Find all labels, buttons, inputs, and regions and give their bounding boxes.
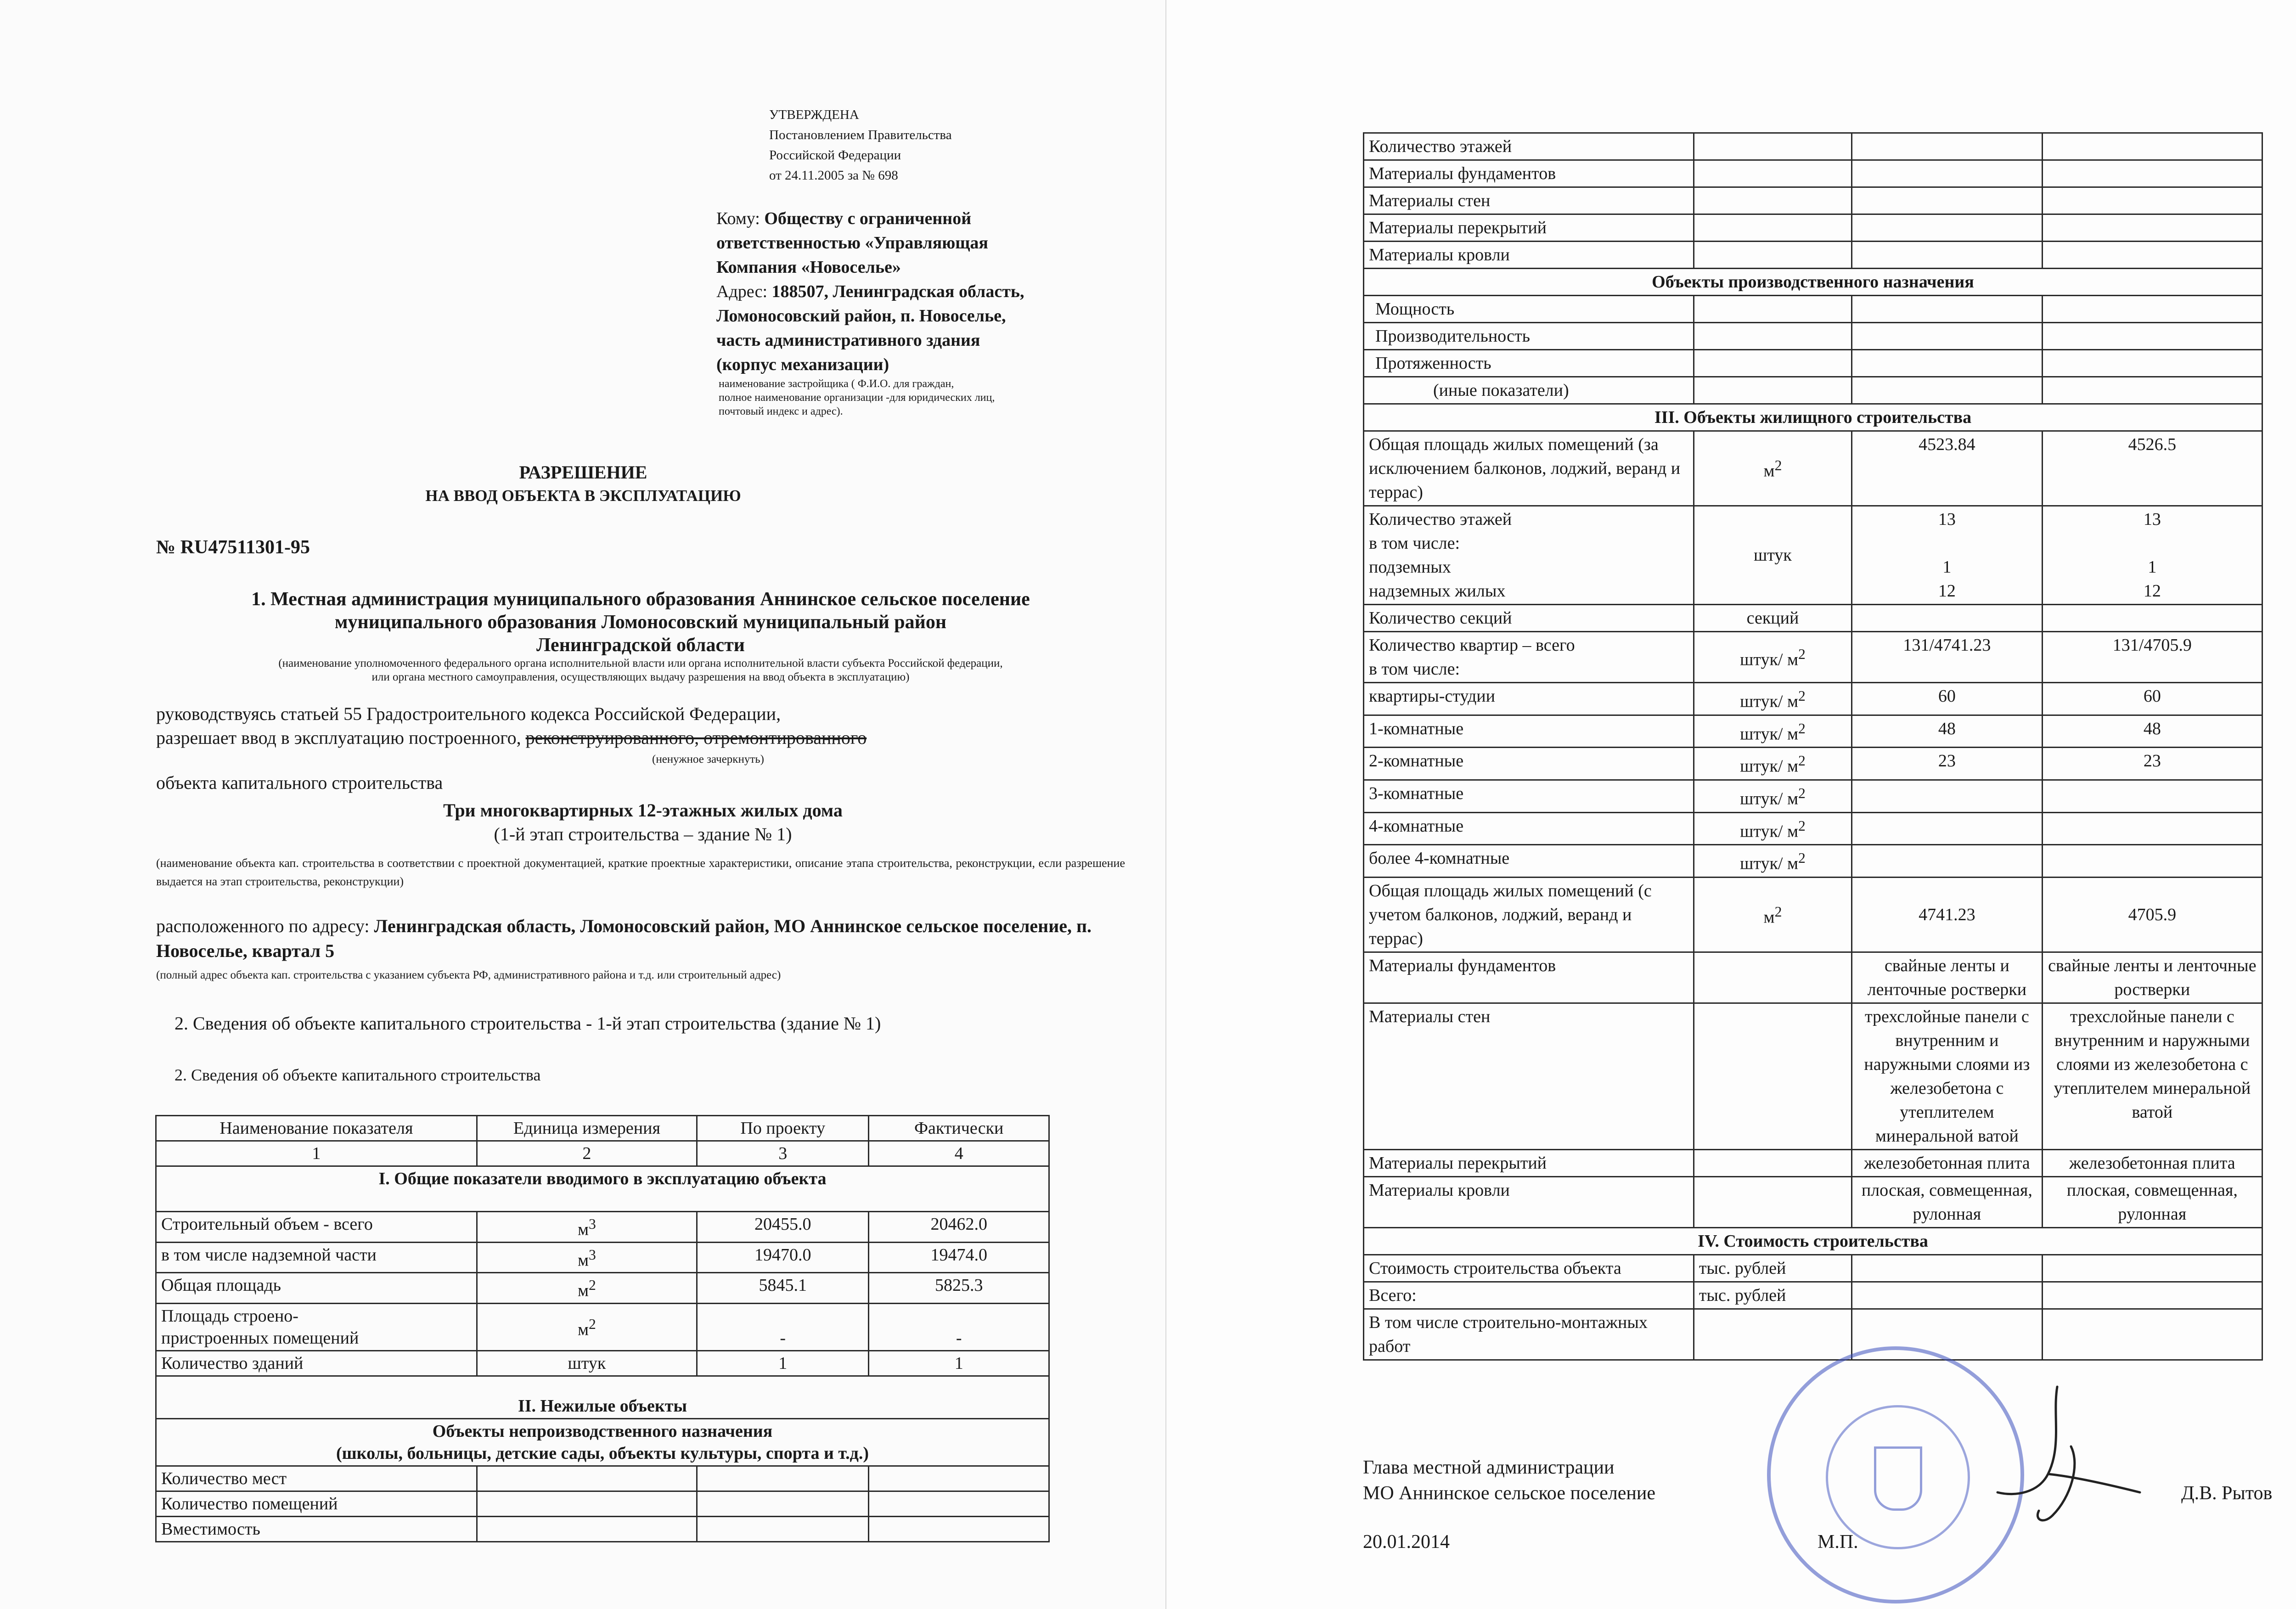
table-cell: 19470.0 [697,1242,869,1273]
table-row [1364,431,2262,506]
table-cell: Материалы стен [1364,1003,1694,1149]
table-row [1364,506,2262,605]
section-2-heading: 2. Сведения об объекте капитального строительства - 1-й этап строительства (здание № 1) [174,1013,881,1034]
table-cell [1364,632,1694,683]
table-cell: Материалы перекрытий [1364,214,1694,242]
unit-cell [477,1273,697,1304]
signer-line: МО Аннинское сельское поселение [1363,1483,1655,1504]
cell-line: Количество этажей [1369,510,1512,529]
unit-cell [1694,632,1851,683]
unit-text: м [577,1220,589,1239]
recipient-note: полное наименование организации -для юридических лиц, [719,392,995,404]
section-header: III. Объекты жилищного строительства [1364,404,2262,431]
table-cell: В том числе строительно-монтажных работ [1364,1309,1694,1360]
table-row [156,1242,1049,1273]
unit-cell [477,1303,697,1350]
section-subheader: Объекты непроизводственного назначения [432,1421,773,1441]
table-cell [1852,133,2043,160]
unit-cell [477,1212,697,1243]
table-cell [2042,323,2262,350]
table-row [156,1516,1049,1541]
table-cell [2042,845,2262,878]
signing-date: 20.01.2014 [1363,1531,1450,1553]
table-cell [869,1491,1049,1516]
unit-text: м [1763,907,1775,927]
recipient-address: Ломоносовский район, п. Новоселье, [716,306,1006,326]
table-cell [1694,1149,1851,1176]
table-cell: 48 [2042,715,2262,748]
table-row [1364,715,2262,748]
table-cell: 4523.84 [1852,431,2043,506]
table-cell: Строительный объем - всего [156,1212,477,1243]
table-cell: более 4-комнатные [1364,845,1694,878]
table-cell [1852,506,2043,605]
recipient-note: почтовый индекс и адрес). [719,405,843,417]
table-cell [2042,133,2262,160]
table-section-row [1364,404,2262,431]
table-row [1364,952,2262,1003]
unit-exponent: 3 [589,1216,596,1232]
unit-exponent: 2 [1798,753,1806,769]
authority-note: или органа местного самоуправления, осуществляющих выдачу разрешения на ввод объекта в эксплуатацию) [371,671,910,683]
recipient-address: (корпус механизации) [716,355,889,374]
cell-spacer [1857,531,2037,555]
table-cell: Материалы фундаментов [1364,952,1694,1003]
table-cell [1694,350,1851,377]
table-cell: Протяженность [1364,350,1694,377]
section-subheader: (школы, больницы, детские сады, объекты культуры, спорта и т.д.) [336,1443,869,1463]
table-cell [2042,350,2262,377]
table-cell: Мощность [1364,296,1694,323]
table-row [1364,877,2262,952]
unit-exponent: 2 [1774,457,1782,474]
table-cell [477,1516,697,1541]
approval-line: УТВЕРЖДЕНА [769,107,859,122]
table-cell [2042,377,2262,404]
unit-cell [1694,877,1851,952]
unit-text: м [577,1320,589,1339]
table-row [156,1303,1049,1350]
unit-text: м [577,1250,589,1270]
table-cell [2042,242,2262,269]
table-row [1364,1003,2262,1149]
table-cell [477,1491,697,1516]
table-cell [1694,1309,1851,1360]
table-header-cell: Единица измерения [477,1116,697,1141]
table-cell: 20462.0 [869,1212,1049,1243]
table-cell: в том числе надземной части [156,1242,477,1273]
table-cell [1852,242,2043,269]
cell-line: пристроенных помещений [161,1328,359,1348]
table-cell [869,1516,1049,1541]
table-cell: 1 [869,1350,1049,1376]
unit-text: штук/ м [1740,756,1799,776]
object-note: (наименование объекта кап. строительства в соответствии с проектной документацией, краткие проектные характеристики, описание этапа строительства, реконструкции, если разрешение выдается на этап строительства, реконструкции) [156,856,1125,888]
official-seal [1767,1346,2024,1603]
approval-line: Российской Федерации [769,148,901,163]
table-cell: Стоимость строительства объекта [1364,1255,1694,1282]
table-section-row [156,1418,1049,1466]
table-cell: 131/4741.23 [1852,632,2043,683]
recipient-address: часть административного здания [716,331,980,350]
recipient-note: наименование застройщика ( Ф.И.О. для граждан, [719,378,954,390]
table-cell [697,1516,869,1541]
table-number-row [156,1141,1049,1166]
right-page [1166,0,2296,1609]
table-header-row [156,1116,1049,1141]
table-cell: Общая площадь жилых помещений (за исключением балконов, лоджий, веранд и террас) [1364,431,1694,506]
table-cell [1852,812,2043,845]
section-2-subheading: 2. Сведения об объекте капитального строительства [174,1066,541,1084]
cell-line: подземных [1369,557,1451,577]
unit-exponent: 2 [1798,720,1806,737]
table-cell: трехслойные панели с внутренним и наружными слоями из железобетона с утеплителем минеральной ватой [2042,1003,2262,1149]
table-cell: Количество секций [1364,605,1694,632]
approval-block [769,105,952,186]
authority-line: 1. Местная администрация муниципального образования Аннинское сельское поселение [251,589,1030,610]
table-cell [2042,1255,2262,1282]
characteristics-table-continued [1363,132,2263,1361]
cell-line: в том числе: [1369,659,1460,679]
unit-exponent: 2 [1798,817,1806,834]
table-cell [1852,377,2043,404]
table-cell: 19474.0 [869,1242,1049,1273]
cell-line: 12 [2143,581,2161,601]
unit-exponent: 2 [589,1316,596,1333]
table-cell [1852,296,2043,323]
table-cell: Материалы фундаментов [1364,160,1694,187]
table-cell [2042,506,2262,605]
table-cell [1694,952,1851,1003]
table-cell [1852,1255,2043,1282]
table-row [1364,748,2262,780]
table-cell: 48 [1852,715,2043,748]
unit-text: штук/ м [1740,650,1799,669]
table-cell: 2 [477,1141,697,1166]
table-row [1364,683,2262,715]
table-cell [2042,812,2262,845]
section-header: IV. Стоимость строительства [1364,1227,2262,1255]
table-row [1364,323,2262,350]
table-cell [1852,160,2043,187]
address-note: (полный адрес объекта кап. строительства с указанием субъекта РФ, административного района и т.д. или строительный адрес) [156,969,781,981]
table-row [1364,1255,2262,1282]
cell-line: Количество квартир – всего [1369,636,1575,655]
recipient-address: 188507, Ленинградская область, [771,282,1024,301]
table-row [156,1491,1049,1516]
unit-exponent: 2 [1798,850,1806,866]
authority-line: муниципального образования Ломоносовский муниципальный район [334,612,947,633]
unit-cell [477,1242,697,1273]
unit-cell [1694,748,1851,780]
table-cell [697,1466,869,1491]
table-cell [1694,1003,1851,1149]
table-cell [2042,1282,2262,1309]
table-cell: 4-комнатные [1364,812,1694,845]
table-cell [1694,242,1851,269]
unit-text: м [577,1281,589,1300]
table-cell [1364,506,1694,605]
table-cell [1694,187,1851,214]
cell-line: 1 [1942,557,1952,577]
table-section-row [1364,1227,2262,1255]
table-cell [2042,187,2262,214]
document-subtitle: НА ВВОД ОБЪЕКТА В ЭКСПЛУАТАЦИЮ [425,487,741,505]
table-cell: железобетонная плита [1852,1149,2043,1176]
authority-line: Ленинградской области [536,635,745,656]
table-cell [156,1303,477,1350]
permit-number: № RU47511301-95 [156,537,310,558]
signer-title [1363,1455,1655,1506]
cell-line: 13 [2143,510,2161,529]
unit-text: штук/ м [1740,821,1799,841]
table-header-cell: По проекту [697,1116,869,1141]
table-cell [2042,296,2262,323]
object-address [156,914,1125,963]
table-cell [1694,377,1851,404]
table-cell [1694,160,1851,187]
table-section-row [156,1166,1049,1212]
table-cell: Вместимость [156,1516,477,1541]
table-cell: 4705.9 [2042,877,2262,952]
table-row [1364,296,2262,323]
table-row [156,1350,1049,1376]
table-cell [1852,605,2043,632]
table-row [1364,350,2262,377]
table-cell: Общая площадь [156,1273,477,1304]
recipient-name: ответственностью «Управляющая [716,233,988,253]
table-cell: 1-комнатные [1364,715,1694,748]
table-cell: 4 [869,1141,1049,1166]
table-cell: квартиры-студии [1364,683,1694,715]
cell-line: 12 [1938,581,1956,601]
cell-line: Площадь строено- [161,1306,298,1326]
table-cell: 5825.3 [869,1273,1049,1304]
unit-exponent: 2 [1774,904,1782,920]
section-header: I. Общие показатели вводимого в эксплуатацию объекта [156,1166,1049,1212]
table-cell: Производительность [1364,323,1694,350]
unit-text: штук/ м [1740,692,1799,711]
authority-note: (наименование уполномоченного федерального органа исполнительной власти или органа исполнительной власти субъекта Российской федерации, [278,657,1003,669]
issuing-authority [156,588,1125,684]
table-cell: 60 [2042,683,2262,715]
cell-spacer [2048,531,2257,555]
permit-statement [156,726,1130,749]
table-row [1364,1282,2262,1309]
table-cell: железобетонная плита [2042,1149,2262,1176]
table-row [1364,1309,2262,1360]
table-cell: 4741.23 [1852,877,2043,952]
signature [1988,1378,2163,1552]
section-header: Объекты производственного назначения [1364,269,2262,296]
table-cell [1852,214,2043,242]
signer-line: Глава местной администрации [1363,1457,1615,1478]
table-cell [1852,323,2043,350]
table-cell [1694,1176,1851,1227]
document-title: РАЗРЕШЕНИЕ [519,462,647,483]
table-header-cell: Фактически [869,1116,1049,1141]
address-value: Ленинградская область, Ломоносовский район, МО Аннинское сельское поселение, п. Новоселье, квартал 5 [156,916,1092,961]
table-cell: (иные показатели) [1364,377,1694,404]
object-name: Три многоквартирных 12-этажных жилых дома [443,800,843,821]
table-row [1364,187,2262,214]
table-section-row [156,1376,1049,1418]
unit-cell [1694,812,1851,845]
unit-cell [1694,845,1851,878]
object-label: объекта капитального строительства [156,772,443,793]
table-cell: 60 [1852,683,2043,715]
table-cell: Количество помещений [156,1491,477,1516]
table-cell: Количество мест [156,1466,477,1491]
table-row [1364,133,2262,160]
table-cell: свайные ленты и ленточные ростверки [2042,952,2262,1003]
recipient-name: Обществу с ограниченной [764,209,972,228]
table-cell [1852,845,2043,878]
table-cell [1852,187,2043,214]
section-header: II. Нежилые объекты [156,1376,1049,1418]
seal-place: М.П. [1818,1531,1858,1553]
table-cell [2042,780,2262,812]
table-row [156,1273,1049,1304]
table-row [156,1466,1049,1491]
table-cell: 3 [697,1141,869,1166]
table-cell: 2-комнатные [1364,748,1694,780]
table-row [1364,632,2262,683]
table-row [1364,1176,2262,1227]
unit-exponent: 2 [589,1277,596,1294]
table-cell: 23 [1852,748,2043,780]
table-cell: трехслойные панели с внутренним и наружными слоями из железобетона с утеплителем минеральной ватой [1852,1003,2043,1149]
table-cell: 1 [156,1141,477,1166]
unit-exponent: 2 [1798,785,1806,801]
signer-name: Д.В. Рытов [2181,1483,2273,1504]
struck-text: реконструированного, отремонтированного [525,727,867,748]
table-row [1364,845,2262,878]
table-cell [477,1466,697,1491]
table-cell [2042,214,2262,242]
table-cell: 1 [697,1350,869,1376]
characteristics-table [155,1115,1050,1542]
table-cell: свайные ленты и ленточные ростверки [1852,952,2043,1003]
address-label: расположенного по адресу: [156,916,374,936]
unit-cell [1694,715,1851,748]
unit-exponent: 2 [1798,646,1806,663]
strike-note: (ненужное зачеркнуть) [652,753,764,765]
table-cell: 20455.0 [697,1212,869,1243]
table-cell [697,1491,869,1516]
table-cell: Общая площадь жилых помещений (с учетом балконов, лоджий, веранд и террас) [1364,877,1694,952]
table-cell: 23 [2042,748,2262,780]
table-cell: 131/4705.9 [2042,632,2262,683]
cell-line: в том числе: [1369,534,1460,553]
unit-cell [1694,780,1851,812]
table-row [1364,1149,2262,1176]
unit-text: м [1763,461,1775,481]
cell-line: 13 [1938,510,1956,529]
table-cell [1694,214,1851,242]
table-cell: Материалы кровли [1364,242,1694,269]
unit-text: штук/ м [1740,789,1799,809]
recipient-block [716,207,1130,418]
table-cell [1694,133,1851,160]
table-row [1364,377,2262,404]
unit-exponent: 2 [1798,688,1806,704]
cell-line: 1 [2148,557,2157,577]
table-cell: секций [1694,605,1851,632]
table-cell: штук [477,1350,697,1376]
table-cell: - [697,1303,869,1350]
table-cell [2042,1309,2262,1360]
table-cell: Материалы кровли [1364,1176,1694,1227]
table-cell [1852,350,2043,377]
cell-line: надземных жилых [1369,581,1506,601]
recipient-name: Компания «Новоселье» [716,258,901,277]
table-cell: тыс. рублей [1694,1282,1851,1309]
table-row [1364,242,2262,269]
table-row [1364,780,2262,812]
table-cell: Количество этажей [1364,133,1694,160]
unit-cell [1694,683,1851,715]
table-cell: - [869,1303,1049,1350]
section-header [156,1418,1049,1466]
unit-cell [1694,431,1851,506]
unit-exponent: 3 [589,1246,596,1263]
coat-of-arms-emblem [1874,1446,1922,1511]
table-cell: плоская, совмещенная, рулонная [2042,1176,2262,1227]
table-row [156,1212,1049,1243]
table-cell: Всего: [1364,1282,1694,1309]
unit-text: штук/ м [1740,854,1799,873]
table-row [1364,160,2262,187]
table-row [1364,214,2262,242]
table-cell [1852,780,2043,812]
unit-text: штук/ м [1740,724,1799,744]
table-cell [1694,323,1851,350]
table-cell: штук [1694,506,1851,605]
table-section-row [1364,269,2262,296]
table-cell: Материалы перекрытий [1364,1149,1694,1176]
recipient-label: Кому: [716,209,765,228]
table-cell: 5845.1 [697,1273,869,1304]
table-cell: 3-комнатные [1364,780,1694,812]
table-cell: Количество зданий [156,1350,477,1376]
table-cell [869,1466,1049,1491]
table-cell [2042,160,2262,187]
address-label: Адрес: [716,282,772,301]
approval-line: Постановлением Правительства [769,128,952,142]
table-cell: плоская, совмещенная, рулонная [1852,1176,2043,1227]
object-stage: (1-й этап строительства – здание № 1) [494,824,792,844]
legal-basis: руководствуясь статьей 55 Градостроительного кодекса Российской Федерации, [156,703,781,724]
table-cell [2042,605,2262,632]
table-header-cell: Наименование показателя [156,1116,477,1141]
table-cell: тыс. рублей [1694,1255,1851,1282]
table-cell [1694,296,1851,323]
permit-statement-text: разрешает ввод в эксплуатацию построенного, [156,727,526,748]
table-cell: 4526.5 [2042,431,2262,506]
table-cell: Материалы стен [1364,187,1694,214]
table-row [1364,812,2262,845]
approval-line: от 24.11.2005 за № 698 [769,168,898,183]
table-row [1364,605,2262,632]
table-cell [1852,1282,2043,1309]
